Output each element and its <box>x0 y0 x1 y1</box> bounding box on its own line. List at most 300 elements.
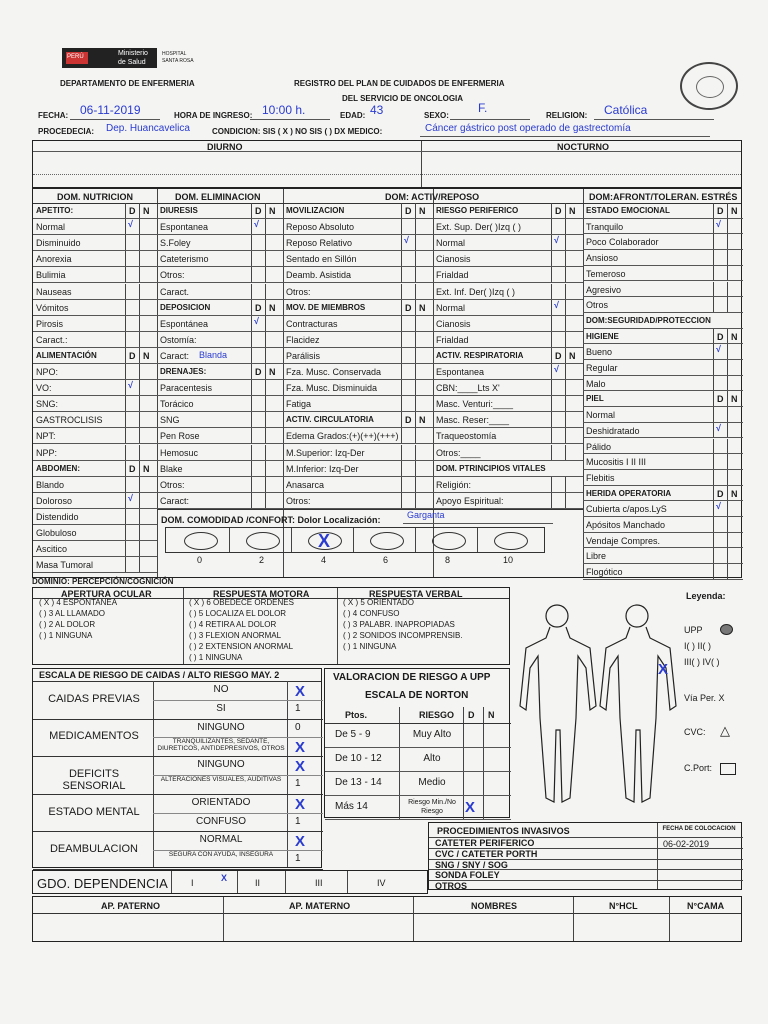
invasive-item: OTROS <box>435 881 468 892</box>
check-mark-icon[interactable]: √ <box>554 364 559 374</box>
col4-row <box>433 380 583 396</box>
col5-row <box>583 313 743 329</box>
col5-row <box>583 470 743 486</box>
check-mark-icon[interactable]: √ <box>716 218 721 229</box>
footer-nombres: NOMBRES <box>471 901 518 911</box>
col1-row <box>33 332 157 348</box>
d-header: D <box>255 206 262 216</box>
col4-label: Normal <box>436 302 466 313</box>
edad-value[interactable]: 43 <box>370 103 384 117</box>
col2-label: Otros: <box>160 479 185 490</box>
col5-label: Flebitis <box>586 472 615 483</box>
col3-row <box>283 477 433 493</box>
invasive-item: SNG / SNY / SOG <box>435 859 508 870</box>
n-header: N <box>269 206 276 216</box>
col1-label: NPP: <box>36 447 58 458</box>
procedencia-label: PROCEDECIA: <box>38 127 95 136</box>
col5-row <box>583 486 743 502</box>
col4-row <box>433 235 583 251</box>
col5-row <box>583 533 743 549</box>
col3-label: Flacidez <box>286 334 320 345</box>
comfort-section <box>157 509 583 572</box>
col4-label: RIESGO PERIFERICO <box>436 206 519 215</box>
col5-row <box>583 548 743 564</box>
col5-label: Deshidratado <box>586 425 640 436</box>
col2-row <box>157 493 283 509</box>
col5-label: Temeroso <box>586 268 626 279</box>
pain-location[interactable]: Garganta <box>407 510 445 520</box>
body-back-icon <box>600 605 676 802</box>
norton-header: RIESGO <box>419 710 455 720</box>
dependency-level-1[interactable]: I <box>191 878 194 888</box>
verbal-option[interactable]: ( X ) 5 ORIENTADO <box>343 598 414 607</box>
pain-scale-6: 6 <box>383 555 389 565</box>
col5-row <box>583 407 743 423</box>
fecha-value[interactable]: 06-11-2019 <box>80 103 141 117</box>
col3-label: Sentado en Sillón <box>286 254 357 265</box>
fall-option: NORMAL <box>199 834 243 846</box>
n-header: N <box>143 350 150 361</box>
col2-label: Espontanea <box>160 222 209 233</box>
col5-row <box>583 250 743 266</box>
col4-row <box>433 203 583 219</box>
col1-row <box>33 219 157 235</box>
col1-row <box>33 348 157 364</box>
deposicion-caract-value[interactable]: Blanda <box>199 350 228 360</box>
col1-label: APETITO: <box>36 206 74 215</box>
upp-icon <box>720 624 733 635</box>
check-mark-icon[interactable]: √ <box>716 501 721 512</box>
head-afront: DOM:AFRONT/TOLERAN. ESTRÉS <box>589 192 738 202</box>
check-mark-icon[interactable]: √ <box>254 315 259 326</box>
col3-label: Reposo Relativo <box>286 238 353 249</box>
col2-label: Hemosuc <box>160 447 199 458</box>
col4-label: Apoyo Espiritual: <box>436 495 504 506</box>
pain-scale[interactable] <box>165 527 545 553</box>
col3-row <box>283 267 433 283</box>
n-header: N <box>143 206 150 216</box>
n-header: N <box>419 206 426 216</box>
fall-option: NINGUNO <box>197 759 245 771</box>
fall-score[interactable]: 1 <box>295 702 301 714</box>
norton-risk: Medio <box>418 777 446 788</box>
cateter-date[interactable]: 06-02-2019 <box>663 839 710 849</box>
col3-row <box>283 493 433 509</box>
fall-score[interactable]: X <box>295 739 306 757</box>
col3-label: MOV. DE MIEMBROS <box>286 302 366 312</box>
col2-label: Pen Rose <box>160 431 200 442</box>
body-diagram <box>512 598 680 820</box>
d-header: D <box>255 367 262 377</box>
col2-label: Ostomía: <box>160 334 197 345</box>
col1-row <box>33 477 157 493</box>
fall-score[interactable]: X <box>295 833 306 851</box>
dependency-label: GDO. DEPENDENCIA <box>37 876 168 891</box>
col1-row <box>33 525 157 541</box>
fall-score[interactable]: 1 <box>295 853 301 865</box>
col4-label: DOM. PTRINCIPIOS VITALES <box>436 463 546 473</box>
n-header: N <box>419 415 426 426</box>
d-header: D <box>717 488 724 499</box>
col1-row <box>33 412 157 428</box>
col4-row <box>433 493 583 509</box>
d-header: D <box>405 415 412 426</box>
norton-mark[interactable]: X <box>465 799 476 816</box>
edad-label: EDAD: <box>340 111 366 120</box>
col5-row <box>583 454 743 470</box>
col1-label: Disminuido <box>36 238 81 249</box>
norton-points: Más 14 <box>335 801 368 812</box>
nutricion-column <box>33 203 157 573</box>
col1-row <box>33 380 157 396</box>
pain-scale-4: 4 <box>321 555 327 565</box>
n-header: N <box>143 463 150 474</box>
col2-row <box>157 203 283 219</box>
col5-row <box>583 219 743 235</box>
col1-row <box>33 557 157 573</box>
col2-row <box>157 300 283 316</box>
body-front-icon <box>520 605 596 802</box>
col2-label: Torácico <box>160 399 194 410</box>
check-mark-icon[interactable]: √ <box>404 235 409 246</box>
col2-label: DRENAJES: <box>160 367 207 376</box>
hora-value[interactable]: 10:00 h. <box>262 103 306 117</box>
norton-points: De 13 - 14 <box>335 777 382 788</box>
col2-label: Caract: <box>160 350 190 361</box>
n-header: N <box>269 302 276 313</box>
motora-option[interactable]: ( ) 3 FLEXION ANORMAL <box>189 631 282 640</box>
col3-label: Reposo Absoluto <box>286 222 355 233</box>
square-icon <box>720 763 736 775</box>
legend-box <box>676 588 742 788</box>
col5-label: Poco Colaborador <box>586 237 659 248</box>
peru-label: PERÚ <box>67 54 84 60</box>
dependency-level-2[interactable]: II <box>255 878 261 888</box>
col5-label: Pálido <box>586 441 612 452</box>
col3-label: M.Inferior: Izq-Der <box>286 463 359 474</box>
n-header: N <box>731 488 738 499</box>
col4-label: Otros:____ <box>436 447 481 458</box>
col5-label: Malo <box>586 378 606 389</box>
col1-label: Doloroso <box>36 495 73 506</box>
shift-diurno: DIURNO <box>207 142 243 152</box>
col5-row <box>583 344 743 360</box>
col5-label: Vendaje Compres. <box>586 535 661 546</box>
d-header: D <box>717 331 724 342</box>
hospital-line1: HOSPITAL <box>162 51 187 57</box>
norton-points: De 10 - 12 <box>335 753 382 764</box>
col3-label: Edema Grados:(+)(++)(+++) <box>286 431 399 442</box>
col1-row <box>33 493 157 509</box>
col1-label: Ascitico <box>36 544 68 555</box>
fecha-label: FECHA: <box>38 111 69 120</box>
form-title: REGISTRO DEL PLAN DE CUIDADOS DE ENFERMERIA <box>294 79 505 88</box>
norton-risk: Muy Alto <box>412 729 452 740</box>
footer-table <box>32 896 742 942</box>
sexo-label: SEXO: <box>424 111 449 120</box>
department-title: DEPARTAMENTO DE ENFERMERIA <box>60 79 195 88</box>
col1-row <box>33 251 157 267</box>
col2-row <box>157 445 283 461</box>
check-mark-icon[interactable]: √ <box>554 299 559 310</box>
hospital-seal <box>680 62 738 110</box>
col1-row <box>33 284 157 300</box>
col1-row <box>33 541 157 557</box>
check-mark-icon[interactable]: √ <box>128 492 133 503</box>
col3-row <box>283 235 433 251</box>
col1-label: NPT: <box>36 431 56 442</box>
ministry-line1: Ministerio <box>118 50 148 57</box>
col3-row <box>283 380 433 396</box>
verbal-option[interactable]: ( ) 3 PALABR. INAPROPIADAS <box>343 620 455 629</box>
check-mark-icon[interactable]: √ <box>716 422 721 433</box>
ocular-option[interactable]: ( ) 3 AL LLAMADO <box>39 609 105 618</box>
col1-label: Caract.: <box>36 334 68 345</box>
col4-label: Frialdad <box>436 334 469 345</box>
col4-label: Espontanea <box>436 367 485 377</box>
col1-row <box>33 364 157 380</box>
col5-label: Bueno <box>586 347 613 358</box>
fall-score[interactable]: X <box>295 758 306 776</box>
col5-row <box>583 266 743 282</box>
fall-risk-table <box>32 668 322 868</box>
col2-row <box>157 267 283 283</box>
fall-score[interactable]: 1 <box>295 778 301 789</box>
col1-row <box>33 203 157 219</box>
sexo-value[interactable]: F. <box>478 101 488 115</box>
col3-label: Otros: <box>286 495 311 506</box>
col5-row <box>583 234 743 250</box>
col1-label: NPO: <box>36 367 59 377</box>
col3-label: Fza. Musc. Conservada <box>286 367 382 377</box>
col1-label: Vómitos <box>36 302 69 313</box>
fall-category: DEFICITS SENSORIAL <box>62 768 126 792</box>
col4-row <box>433 219 583 235</box>
col3-label: Deamb. Asistida <box>286 270 352 281</box>
col5-label: Mucositis I II III <box>586 457 647 468</box>
d-header: D <box>717 206 724 216</box>
hora-label: HORA DE INGRESO: <box>174 111 253 120</box>
col4-row <box>433 428 583 444</box>
col2-label: SNG <box>160 415 180 426</box>
col3-row <box>283 332 433 348</box>
col3-row <box>283 428 433 444</box>
procedencia-value[interactable]: Dep. Huancavelica <box>106 123 190 134</box>
col3-row <box>283 461 433 477</box>
verbal-option[interactable]: ( ) 2 SONIDOS INCOMPRENSIB. <box>343 631 463 640</box>
fall-option: TRANQUILIZANTES, SEDANTE, DIURETICOS, ANTIDEPRESIVOS, OTROS <box>157 738 285 753</box>
fall-option: SEGURA CON AYUDA, INSEGURA <box>168 851 274 859</box>
col4-label: Cianosis <box>436 254 471 265</box>
invasive-item: CATETER PERIFERICO <box>435 838 535 848</box>
n-header: N <box>569 206 576 216</box>
col1-label: VO: <box>36 383 52 394</box>
invasive-item: SONDA FOLEY <box>435 870 500 881</box>
invasive-item: CVC / CATETER PORTH <box>435 848 538 859</box>
col1-row <box>33 235 157 251</box>
religion-value[interactable]: Católica <box>604 103 648 117</box>
d-header: D <box>717 394 724 405</box>
col5-label: ESTADO EMOCIONAL <box>586 206 670 215</box>
check-mark-icon[interactable]: √ <box>716 344 721 355</box>
verbal-option[interactable]: ( ) 1 NINGUNA <box>343 642 397 651</box>
footer-paterno: AP. PATERNO <box>101 901 161 911</box>
afront-column <box>583 203 743 579</box>
col2-row <box>157 428 283 444</box>
face-8-icon <box>432 532 466 550</box>
comfort-label: DOM. COMODIDAD /CONFORT: Dolor Localización: <box>161 515 381 525</box>
pain-scale-10: 10 <box>503 555 514 565</box>
col4-label: Frialdad <box>436 270 469 281</box>
pain-scale-0: 0 <box>197 555 203 565</box>
assessment-grid <box>32 188 742 578</box>
ocular-option[interactable]: ( ) 1 NINGUNA <box>39 631 93 640</box>
invasive-date-head: FECHA DE COLOCACION <box>662 826 736 832</box>
col2-row <box>157 219 283 235</box>
dependency-level-4[interactable]: IV <box>377 878 386 888</box>
col5-row <box>583 439 743 455</box>
dependency-level-3[interactable]: III <box>315 878 323 888</box>
col4-row <box>433 477 583 493</box>
check-mark-icon[interactable]: √ <box>128 380 133 391</box>
col4-row <box>433 396 583 412</box>
col5-label: HIGIENE <box>586 331 619 341</box>
fall-score[interactable]: X <box>295 683 306 700</box>
col4-row <box>433 300 583 316</box>
form-subtitle: DEL SERVICIO DE ONCOLOGIA <box>342 94 464 103</box>
col4-label: Masc. Venturi:____ <box>436 399 514 410</box>
col2-row <box>157 380 283 396</box>
shift-notes-box <box>32 140 742 188</box>
actividad-column <box>283 203 433 509</box>
col1-label: Globuloso <box>36 528 77 538</box>
col5-row <box>583 517 743 533</box>
norton-risk: Riesgo Min./No Riesgo <box>408 799 456 815</box>
col5-label: DOM:SEGURIDAD/PROTECCION <box>586 315 711 325</box>
col1-row <box>33 396 157 412</box>
iv-site-mark: X <box>658 661 669 678</box>
perception-title: DOMINIO: PERCEPCIÓN/COGNICIÓN <box>32 577 174 586</box>
col2-row <box>157 284 283 300</box>
check-mark-icon[interactable]: √ <box>554 235 559 246</box>
col3-label: Otros: <box>286 286 311 297</box>
legend-grade-1-2: I( ) II( ) <box>684 641 711 651</box>
col1-label: Distendido <box>36 511 79 522</box>
d-header: D <box>405 302 412 313</box>
check-mark-icon[interactable]: √ <box>128 219 133 230</box>
motora-option[interactable]: ( ) 5 LOCALIZA EL DOLOR <box>189 609 287 618</box>
fall-score[interactable]: 0 <box>295 721 301 733</box>
motora-option[interactable]: ( ) 1 NINGUNA <box>189 653 243 662</box>
col5-label: Tranquilo <box>586 221 624 232</box>
col2-row <box>157 235 283 251</box>
col3-row <box>283 316 433 332</box>
fall-option: ALTERACIONES VISUALES, AUDITIVAS <box>160 776 282 783</box>
motora-option[interactable]: ( ) 4 RETIRA AL DOLOR <box>189 620 277 629</box>
col5-label: Cubierta c/apos.LyS <box>586 504 667 515</box>
n-header: N <box>731 394 738 405</box>
col3-row <box>283 348 433 364</box>
col5-label: Agresivo <box>586 284 622 295</box>
fall-score[interactable]: 1 <box>295 815 301 827</box>
col2-label: Blake <box>160 463 183 474</box>
col5-label: Regular <box>586 363 618 373</box>
col3-row <box>283 203 433 219</box>
col3-label: Parálisis <box>286 350 321 361</box>
ocular-option[interactable]: ( ) 2 AL DOLOR <box>39 620 96 629</box>
col5-label: HERIDA OPERATORIA <box>586 488 672 498</box>
col2-label: S.Foley <box>160 238 191 249</box>
footer-cama: N°CAMA <box>687 901 725 911</box>
head-nutricion: DOM. NUTRICION <box>57 192 133 202</box>
col4-row <box>433 364 583 380</box>
col2-label: Cateterismo <box>160 254 209 265</box>
d-header: D <box>129 350 136 361</box>
norton-header: N <box>488 710 495 720</box>
norton-title-1: VALORACION DE RIESGO A UPP <box>333 672 491 683</box>
col3-label: Fza. Musc. Disminuida <box>286 383 378 394</box>
col2-label: DIURESIS <box>160 206 198 215</box>
ocular-option[interactable]: ( X ) 4 ESPONTANEA <box>39 598 118 607</box>
dependency-mark: X <box>221 873 228 883</box>
col3-row <box>283 396 433 412</box>
fall-option: ORIENTADO <box>191 796 251 808</box>
legend-grade-3-4: III( ) IV( ) <box>684 657 720 667</box>
col5-row <box>583 329 743 345</box>
col3-row <box>283 251 433 267</box>
pain-scale-2: 2 <box>259 555 265 565</box>
invasive-table <box>428 822 742 890</box>
verbal-option[interactable]: ( ) 4 CONFUSO <box>343 609 400 618</box>
col2-label: DEPOSICION <box>160 302 211 312</box>
col5-label: Flogótico <box>586 567 623 578</box>
ministry-line2: de Salud <box>118 59 146 66</box>
col4-label: Ext. Sup. Der( )Izq ( ) <box>436 222 522 233</box>
dx-value[interactable]: Cáncer gástrico post operado de gastrectomía <box>425 123 631 134</box>
n-header: N <box>731 206 738 216</box>
col3-label: ACTIV. CIRCULATORIA <box>286 415 374 425</box>
col4-row <box>433 461 583 477</box>
shift-nocturno: NOCTURNO <box>557 142 609 152</box>
fall-risk-title: ESCALA DE RIESGO DE CAIDAS / ALTO RIESGO MAY. 2 <box>39 670 280 680</box>
col3-label: M.Superior: Izq-Der <box>286 447 365 458</box>
motora-option[interactable]: ( ) 2 EXTENSION ANORMAL <box>189 642 294 651</box>
norton-scale <box>324 668 510 818</box>
fall-score[interactable]: X <box>295 795 306 813</box>
col1-label: Bulimia <box>36 270 66 281</box>
fall-option: SI <box>216 702 226 714</box>
col3-row <box>283 412 433 428</box>
motora-option[interactable]: ( X ) 6 OBEDECE ORDENES <box>189 598 294 607</box>
col2-label: Espontánea <box>160 318 209 329</box>
col5-row <box>583 297 743 313</box>
col2-row <box>157 332 283 348</box>
col5-row <box>583 391 743 407</box>
col1-row <box>33 428 157 444</box>
col2-row <box>157 396 283 412</box>
col4-row <box>433 412 583 428</box>
check-mark-icon[interactable]: √ <box>254 219 259 230</box>
d-header: D <box>555 206 562 216</box>
col4-label: Traqueostomía <box>436 431 497 442</box>
face-6-icon <box>370 532 404 550</box>
col1-row <box>33 316 157 332</box>
triangle-icon: △ <box>720 723 730 738</box>
col1-label: Blando <box>36 479 65 490</box>
col3-label: Fatiga <box>286 399 312 410</box>
col5-label: Libre <box>586 551 607 562</box>
col4-row <box>433 284 583 300</box>
